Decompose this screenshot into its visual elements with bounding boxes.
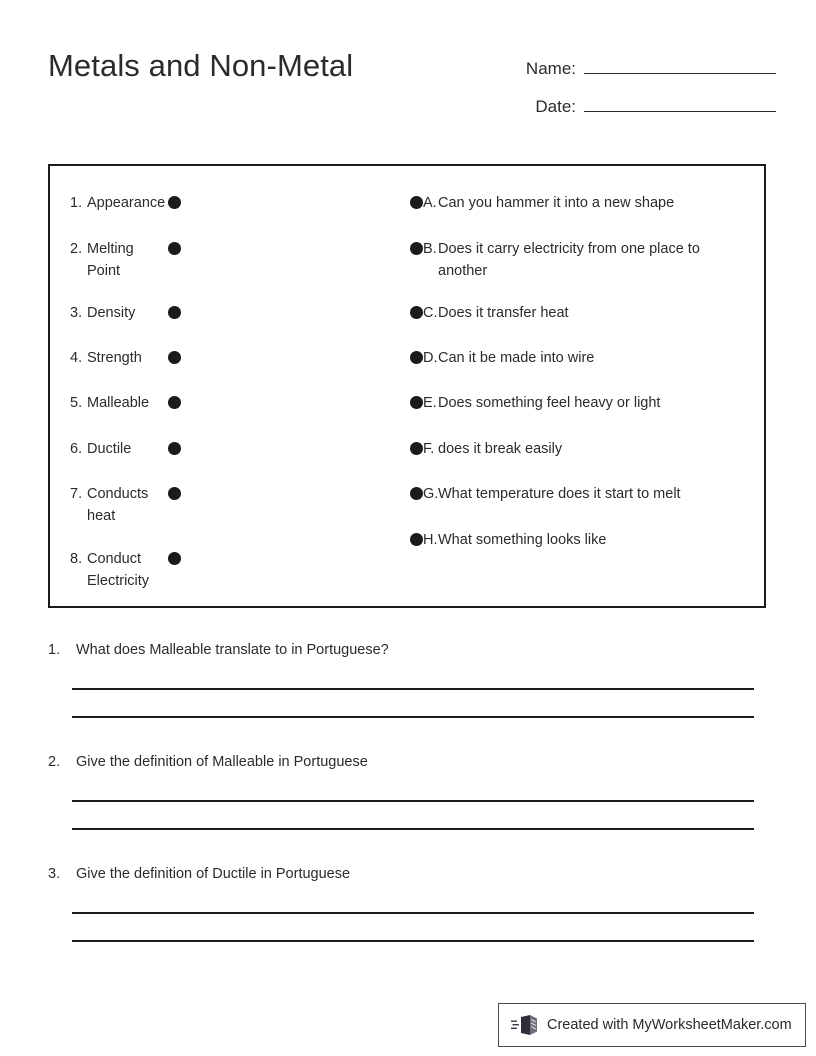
match-item-right-f[interactable] bbox=[390, 438, 723, 460]
match-item-left-3-key: 3. bbox=[70, 305, 83, 321]
match-dot-left-3[interactable] bbox=[168, 306, 181, 319]
match-item-left-5-label: Malleable bbox=[87, 395, 150, 411]
match-item-right-e-label: Does something feel heavy or light bbox=[438, 395, 661, 411]
question-block-1 bbox=[48, 642, 768, 658]
match-item-right-g-label: What temperature does it start to melt bbox=[438, 486, 681, 502]
question-1-head bbox=[48, 642, 768, 658]
date-field-label: Date: bbox=[535, 97, 576, 116]
footer-attribution-text: Created with MyWorksheetMaker.com bbox=[547, 1017, 792, 1033]
match-item-left-7[interactable] bbox=[50, 483, 198, 527]
match-item-right-g-key: G. bbox=[423, 486, 439, 502]
match-item-left-1-text bbox=[50, 192, 168, 214]
match-dot-right-f-cell[interactable] bbox=[390, 438, 423, 455]
match-dot-right-a[interactable] bbox=[410, 196, 423, 209]
match-item-right-h-text bbox=[423, 529, 723, 551]
matching-exercise-box bbox=[48, 164, 766, 608]
match-item-right-b-key: B. bbox=[423, 241, 437, 257]
match-item-left-7-key: 7. bbox=[70, 486, 83, 502]
name-field-label: Name: bbox=[525, 59, 576, 78]
match-item-left-8-label: Conduct Electricity bbox=[87, 551, 150, 589]
match-item-left-2-key: 2. bbox=[70, 241, 83, 257]
match-item-right-e-text bbox=[423, 392, 723, 414]
match-item-left-8-key: 8. bbox=[70, 551, 83, 567]
answer-line-2a[interactable] bbox=[72, 800, 754, 802]
match-dot-right-d-cell[interactable] bbox=[390, 347, 423, 364]
match-item-left-1[interactable] bbox=[50, 192, 198, 214]
match-dot-left-1-cell[interactable] bbox=[168, 192, 198, 209]
match-dot-left-3-cell[interactable] bbox=[168, 302, 198, 319]
match-dot-left-8-cell[interactable] bbox=[168, 548, 198, 565]
match-item-right-a[interactable] bbox=[390, 192, 723, 214]
match-dot-right-f[interactable] bbox=[410, 442, 423, 455]
match-item-right-b[interactable] bbox=[390, 238, 723, 282]
match-item-right-b-text bbox=[423, 238, 723, 282]
match-item-left-8-text bbox=[50, 548, 168, 592]
match-dot-left-7[interactable] bbox=[168, 487, 181, 500]
page-title: Metals and Non-Metal bbox=[48, 48, 354, 83]
match-item-left-5[interactable] bbox=[50, 392, 198, 414]
match-dot-left-6-cell[interactable] bbox=[168, 438, 198, 455]
match-item-right-a-key: A. bbox=[423, 195, 437, 211]
match-dot-right-h[interactable] bbox=[410, 533, 423, 546]
match-item-right-d-key: D. bbox=[423, 350, 438, 366]
match-dot-left-5[interactable] bbox=[168, 396, 181, 409]
match-item-left-8[interactable] bbox=[50, 548, 198, 592]
match-item-right-e-key: E. bbox=[423, 395, 437, 411]
match-item-left-4-text bbox=[50, 347, 168, 369]
match-item-right-e[interactable] bbox=[390, 392, 723, 414]
question-2-text: Give the definition of Malleable in Portuguese bbox=[76, 754, 368, 770]
name-field-input[interactable] bbox=[584, 52, 776, 74]
match-item-left-7-text bbox=[50, 483, 168, 527]
match-item-right-c-text bbox=[423, 302, 723, 324]
match-item-right-f-key: F. bbox=[423, 441, 435, 457]
match-item-right-d-label: Can it be made into wire bbox=[438, 350, 595, 366]
name-field-row bbox=[508, 52, 776, 79]
match-item-right-h-key: H. bbox=[423, 532, 438, 548]
question-3-number: 3. bbox=[48, 866, 61, 882]
match-item-left-2-text bbox=[50, 238, 168, 282]
match-dot-left-6[interactable] bbox=[168, 442, 181, 455]
match-dot-left-2-cell[interactable] bbox=[168, 238, 198, 255]
match-item-right-c[interactable] bbox=[390, 302, 723, 324]
match-item-left-6-label: Ductile bbox=[87, 441, 132, 457]
match-dot-right-d[interactable] bbox=[410, 351, 423, 364]
match-dot-right-c[interactable] bbox=[410, 306, 423, 319]
match-item-right-g[interactable] bbox=[390, 483, 723, 505]
match-item-left-3-text bbox=[50, 302, 168, 324]
match-dot-right-b-cell[interactable] bbox=[390, 238, 423, 255]
match-dot-right-a-cell[interactable] bbox=[390, 192, 423, 209]
date-field-input[interactable] bbox=[584, 90, 776, 112]
match-item-left-5-key: 5. bbox=[70, 395, 83, 411]
match-dot-left-7-cell[interactable] bbox=[168, 483, 198, 500]
answer-line-3a[interactable] bbox=[72, 912, 754, 914]
match-item-left-1-key: 1. bbox=[70, 195, 83, 211]
match-dot-left-1[interactable] bbox=[168, 196, 181, 209]
match-dot-right-e-cell[interactable] bbox=[390, 392, 423, 409]
match-dot-right-h-cell[interactable] bbox=[390, 529, 423, 546]
match-item-left-1-label: Appearance bbox=[87, 195, 166, 211]
match-dot-right-g-cell[interactable] bbox=[390, 483, 423, 500]
match-item-left-4-label: Strength bbox=[87, 350, 142, 366]
question-2-head bbox=[48, 754, 768, 770]
match-item-left-5-text bbox=[50, 392, 168, 414]
match-item-left-4-key: 4. bbox=[70, 350, 83, 366]
match-item-right-c-key: C. bbox=[423, 305, 438, 321]
question-2-number: 2. bbox=[48, 754, 61, 770]
match-item-left-6-text bbox=[50, 438, 168, 460]
match-dot-left-4[interactable] bbox=[168, 351, 181, 364]
answer-line-1a[interactable] bbox=[72, 688, 754, 690]
match-item-left-3[interactable] bbox=[50, 302, 198, 324]
match-dot-right-c-cell[interactable] bbox=[390, 302, 423, 319]
match-item-left-7-label: Conducts heat bbox=[87, 486, 149, 524]
match-dot-right-e[interactable] bbox=[410, 396, 423, 409]
match-dot-left-8[interactable] bbox=[168, 552, 181, 565]
match-item-right-c-label: Does it transfer heat bbox=[438, 305, 569, 321]
question-block-2 bbox=[48, 754, 768, 770]
question-1-text: What does Malleable translate to in Portuguese? bbox=[76, 642, 389, 658]
answer-line-1b[interactable] bbox=[72, 716, 754, 718]
match-item-left-2-label: Melting Point bbox=[87, 241, 134, 279]
match-item-right-f-label: does it break easily bbox=[438, 441, 563, 457]
match-item-left-6[interactable] bbox=[50, 438, 198, 460]
match-dot-left-4-cell[interactable] bbox=[168, 347, 198, 364]
answer-line-3b[interactable] bbox=[72, 940, 754, 942]
question-3-head bbox=[48, 866, 768, 882]
match-dot-right-b[interactable] bbox=[410, 242, 423, 255]
question-block-3 bbox=[48, 866, 768, 882]
date-field-row bbox=[508, 90, 776, 117]
match-dot-left-5-cell[interactable] bbox=[168, 392, 198, 409]
match-item-right-a-label: Can you hammer it into a new shape bbox=[438, 195, 675, 211]
match-item-left-6-key: 6. bbox=[70, 441, 83, 457]
match-item-right-a-text bbox=[423, 192, 723, 214]
match-item-right-b-label: Does it carry electricity from one place to another bbox=[438, 241, 700, 279]
match-item-right-d-text bbox=[423, 347, 723, 369]
match-item-right-d[interactable] bbox=[390, 347, 723, 369]
match-item-left-4[interactable] bbox=[50, 347, 198, 369]
match-dot-left-2[interactable] bbox=[168, 242, 181, 255]
worksheet-maker-logo-icon bbox=[511, 1013, 541, 1037]
match-dot-right-g[interactable] bbox=[410, 487, 423, 500]
footer-attribution-badge[interactable] bbox=[498, 1003, 806, 1047]
match-item-right-f-text bbox=[423, 438, 723, 460]
answer-line-2b[interactable] bbox=[72, 828, 754, 830]
question-3-text: Give the definition of Ductile in Portuguese bbox=[76, 866, 351, 882]
match-item-left-2[interactable] bbox=[50, 238, 198, 282]
question-1-number: 1. bbox=[48, 642, 61, 658]
match-item-right-g-text bbox=[423, 483, 723, 505]
match-item-left-3-label: Density bbox=[87, 305, 136, 321]
match-item-right-h-label: What something looks like bbox=[438, 532, 607, 548]
match-item-right-h[interactable] bbox=[390, 529, 723, 551]
